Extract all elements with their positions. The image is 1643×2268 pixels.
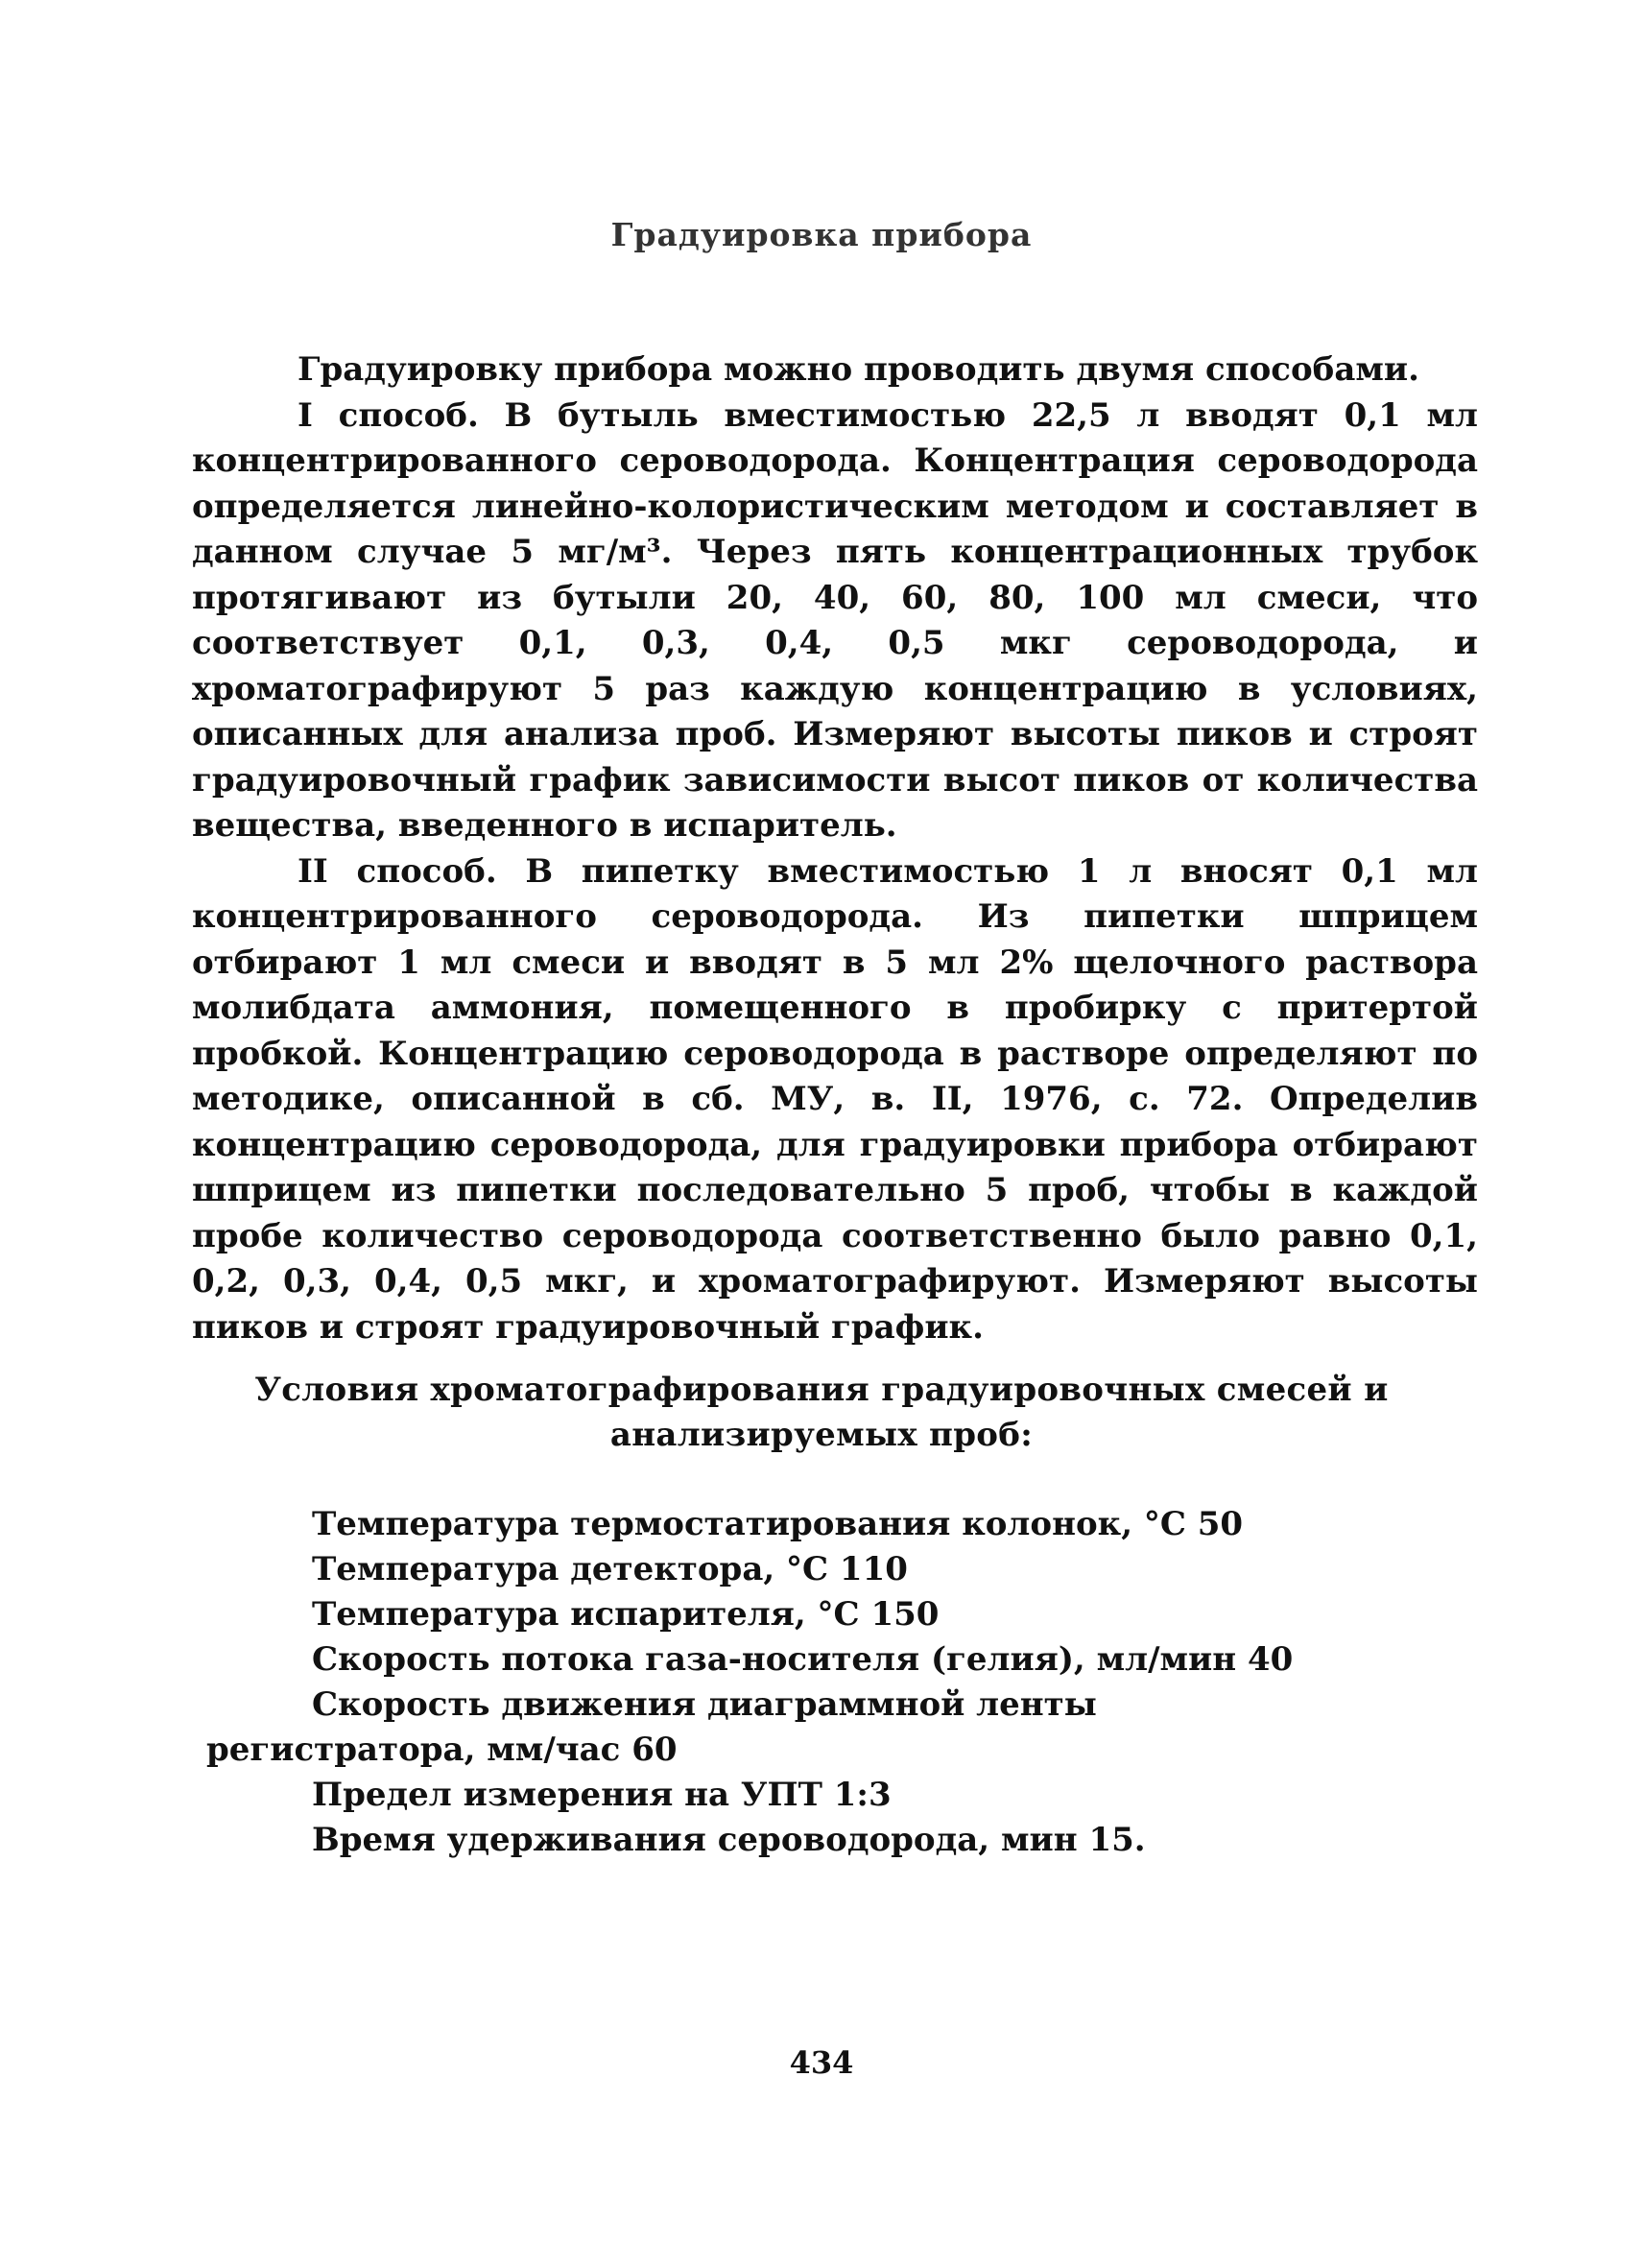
calibration-text: [192, 347, 1478, 1350]
page-number: 434: [789, 2044, 854, 2081]
condition-item: Температура термостатирования колонок, °С 50: [312, 1505, 1244, 1543]
method-2-paragraph: II способ. В пипетку вместимостью 1 л вносят 0,1 мл концентрированного сероводорода. Из пипетки шприцем отбирают 1 мл смеси и вводят в 5 мл 2% щелочного раствора молибдата аммония, помещенного в пробирку с притертой пробкой. Концентрацию сероводорода в растворе определяют по методике, описанной в сб. МУ, в. II, 1976, с. 72. Определив концентрацию сероводорода, для градуировки прибора отбирают шприцем из пипетки последовательно 5 проб, чтобы в каждой пробе количество сероводорода соответственно было равно 0,1, 0,2, 0,3, 0,4, 0,5 мкг, и хроматографируют. Измеряют высоты пиков и строят градуировочный график.: [192, 851, 1478, 1347]
method-1-paragraph: I способ. В бутыль вместимостью 22,5 л вводят 0,1 мл концентрированного сероводорода. Концентрация сероводорода определяется линейно-колористическим методом и составляет в данном случае 5 мг/м³. Через пять концентрационных трубок протягивают из бутыли 20, 40, 60, 80, 100 мл смеси, что соответствует 0,1, 0,3, 0,4, 0,5 мкг сероводорода, и хроматографируют 5 раз каждую концентрацию в условиях, описанных для анализа проб. Измеряют высоты пиков и строят градуировочный график зависимости высот пиков от количества вещества, введенного в испаритель.: [192, 395, 1478, 845]
conditions-heading: [0, 1368, 1643, 1458]
condition-item: регистратора, мм/час 60: [206, 1731, 678, 1769]
page-title: Градуировка прибора: [610, 216, 1033, 253]
conditions-heading-line-2: анализируемых проб:: [609, 1416, 1034, 1454]
condition-item: Скорость потока газа-носителя (гелия), мл/мин 40: [312, 1640, 1294, 1679]
condition-item: Температура испарителя, °С 150: [312, 1595, 940, 1634]
condition-item: Предел измерения на УПТ 1:3: [312, 1776, 892, 1814]
intro-paragraph: Градуировку прибора можно проводить двумя способами.: [298, 350, 1419, 389]
condition-item: Температура детектора, °С 110: [312, 1550, 908, 1588]
condition-item: Время удерживания сероводорода, мин 15.: [312, 1821, 1146, 1859]
condition-item: Скорость движения диаграммной ленты: [312, 1685, 1097, 1724]
conditions-list: [192, 1502, 1478, 1863]
conditions-heading-line-1: Условия хроматографирования градуировочных смесей и: [254, 1371, 1389, 1409]
